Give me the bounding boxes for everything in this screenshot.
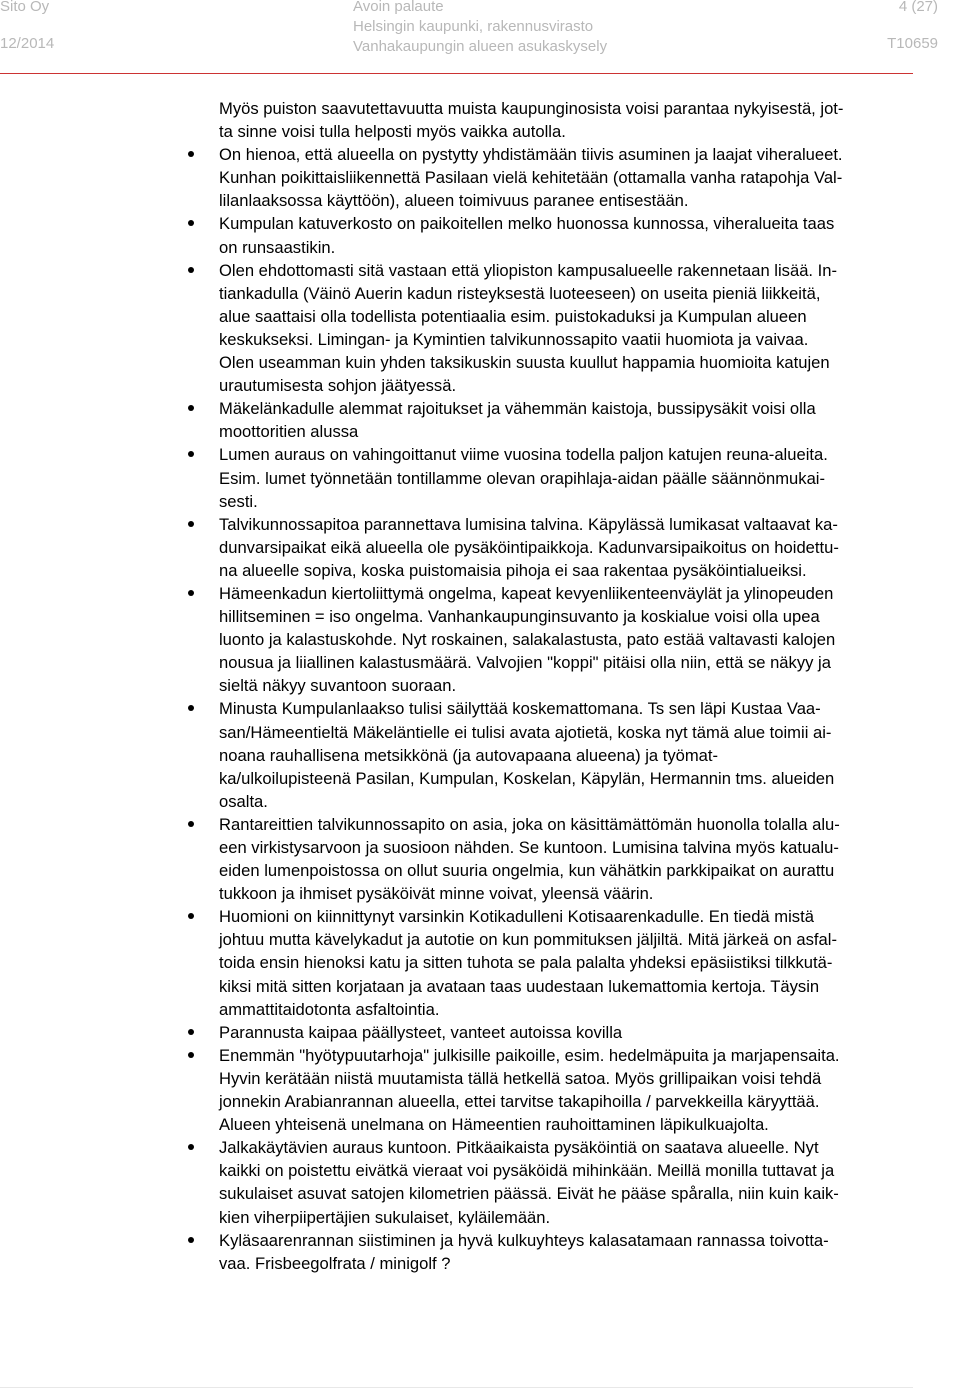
text-line: Kyläsaarenrannan siistiminen ja hyvä kulkuyhteys kalasatamaan rannassa toivotta- xyxy=(219,1230,829,1250)
header-divider xyxy=(0,73,913,74)
company-name: Sito Oy xyxy=(0,0,50,15)
text-line: luonto ja kalastuskohde. Nyt roskainen, salakalastusta, pato estää valtavasti kalojen xyxy=(219,630,836,650)
text-line: Hyvin kerätään niistä muutamista tällä hetkellä satoa. Myös grillipaikan voisi tehdä xyxy=(219,1068,822,1088)
feedback-item xyxy=(219,1021,952,1044)
text-line: Parannusta kaipaa päällysteet, vanteet autoissa kovilla xyxy=(219,1022,623,1042)
project-code: T10659 xyxy=(887,35,938,52)
text-line: tukkoon ja ihmiset pysäköivät minne voivat, yleensä väärin. xyxy=(219,884,654,904)
text-line: sesti. xyxy=(219,491,258,511)
text-line: ta sinne voisi tulla helposti myös vaikka autolla. xyxy=(219,122,566,142)
text-line: Hämeenkadun kiertoliittymä ongelma, kapeat kevyenliikenteenväylät ja ylinopeuden xyxy=(219,583,834,603)
text-line: keskukseksi. Limingan- ja Kymintien talvikunnossapito vaatii huomiota ja vaivaa. xyxy=(219,329,809,349)
text-line: Olen useamman kuin yhden taksikuskin suusta kuullut happamia huomioita katujen xyxy=(219,353,830,373)
text-line: sukulaiset asuvat satojen kilometrien päässä. Eivät he pääse spåralla, niin kuin kaik- xyxy=(219,1184,839,1204)
text-line: osalta. xyxy=(219,791,268,811)
intro-paragraph xyxy=(219,97,952,143)
feedback-item xyxy=(219,582,952,697)
text-line: sieltä näkyy suvantoon suoraan. xyxy=(219,676,457,696)
text-line: Kumpulan katuverkosto on paikoitellen melko huonossa kunnossa, viheralueita taas xyxy=(219,214,835,234)
text-line: ammattitaidotonta asfaltointia. xyxy=(219,999,440,1019)
page-header xyxy=(0,0,960,76)
text-line: Alueen yhteisenä unelmana on Hämeentien rauhoittaminen läpikulkuajolta. xyxy=(219,1115,769,1135)
client-name: Helsingin kaupunki, rakennusvirasto xyxy=(353,18,594,35)
text-line: vaa. Frisbeegolfrata / minigolf ? xyxy=(219,1253,451,1273)
feedback-item xyxy=(219,697,952,812)
feedback-item xyxy=(219,1044,952,1136)
text-line: Talvikunnossapitoa parannettava lumisina talvina. Käpylässä lumikasat valtaavat ka- xyxy=(219,514,838,534)
text-line: eiden lumenpoistossa on ollut suuria ongelmia, kun vähätkin parkkipaikat on aurattu xyxy=(219,861,835,881)
text-line: alue saattaisi olla todellista potentiaalia esim. puistokaduksi ja Kumpulan alueen xyxy=(219,306,807,326)
text-line: tiankadulla (Väinö Auerin kadun risteyksestä luoteeseen) on useita pieniä liikkeitä, xyxy=(219,283,821,303)
text-line: san/Hämeentieltä Mäkeläntielle ei tulisi avata ajotietä, koska nyt tämä alue toimii ai- xyxy=(219,722,832,742)
text-line: Rantareittien talvikunnossapito on asia, joka on käsittämättömän huonolla tolalla alu- xyxy=(219,814,840,834)
text-line: moottoritien alussa xyxy=(219,422,359,442)
text-line: noana rauhallisena metsikkönä (ja autovapaana alueena) ja työmat- xyxy=(219,745,719,765)
text-line: jonnekin Arabianrannan alueella, ettei tarvitse takapihoilla / parvekkeilla käryyttää. xyxy=(219,1092,820,1112)
feedback-item xyxy=(219,259,952,398)
text-line: Minusta Kumpulanlaakso tulisi säilyttää koskemattomana. Ts sen läpi Kustaa Vaa- xyxy=(219,699,821,719)
text-line: on runsaastikin. xyxy=(219,237,336,257)
text-line: een virkistysarvoon ja suosioon nähden. Se kuntoon. Lumisina talvina myös katualu- xyxy=(219,838,839,857)
text-line: kien viherpiipertäjien sukulaiset, kyläilemään. xyxy=(219,1207,551,1227)
feedback-item xyxy=(219,813,952,905)
text-line: urautumisesta sohjon jäätyessä. xyxy=(219,376,457,396)
text-line: lilanlaaksossa käyttöön), alueen toimivuus paranee entisestään. xyxy=(219,191,689,211)
feedback-list xyxy=(219,143,952,1275)
text-line: Jalkakäytävien auraus kuntoon. Pitkäaikaista pysäköintiä on saatava alueelle. Nyt xyxy=(219,1138,819,1158)
feedback-item xyxy=(219,905,952,1020)
survey-title: Vanhakaupungin alueen asukaskysely xyxy=(353,38,608,55)
text-line: Olen ehdottomasti sitä vastaan että yliopiston kampusalueelle rakennetaan lisää. In- xyxy=(219,260,838,280)
text-line: toida ensin hienoksi katu ja sitten tuhota se pala palalta yhdeksi epäsiistiksi tilkkutä- xyxy=(219,953,833,973)
text-line: Mäkelänkadulle alemmat rajoitukset ja vähemmän kaistoja, bussipysäkit voisi olla xyxy=(219,399,816,419)
text-line: nousua ja liiallinen kalastusmäärä. Valvojien "koppi" pitäisi olla niin, että se näkyy ja xyxy=(219,653,831,673)
text-line: na alueelle sopiva, koska puistomaisia pihoja ei saa rakentaa pysäköintialueiksi. xyxy=(219,560,807,580)
text-line: Huomioni on kiinnittynyt varsinkin Kotikadulleni Kotisaarenkadulle. En tiedä mistä xyxy=(219,907,814,927)
text-line: On hienoa, että alueella on pystytty yhdistämään tiivis asuminen ja laajat viheralueet. xyxy=(219,145,843,165)
text-line: dunvarsipaikat eikä alueella ole pysäköintipaikkoja. Kadunvarsipaikoitus on hoidettu- xyxy=(219,537,839,557)
feedback-item xyxy=(219,443,952,512)
text-line: Kunhan poikittaisliikennettä Pasilaan vielä kehitetään (ottamalla vanha ratapohja Val- xyxy=(219,168,843,188)
text-line: Esim. lumet työnnetään tontillamme olevan orapihlaja-aidan päälle säännönmukai- xyxy=(219,468,826,488)
text-line: Myös puiston saavutettavuutta muista kaupunginosista voisi parantaa nykyisestä, jot- xyxy=(219,99,844,118)
feedback-item xyxy=(219,1136,952,1228)
feedback-item xyxy=(219,513,952,582)
text-line: hillitseminen = iso ongelma. Vanhankaupunginsuvanto ja koskialue voisi olla upea xyxy=(219,607,820,627)
text-line: johtuu mutta kävelykadut ja autotie on kun pommituksen jäljiltä. Mitä järkeä on asfal- xyxy=(219,930,837,950)
footer-divider xyxy=(0,1387,913,1388)
feedback-item xyxy=(219,1229,952,1275)
header-center-block xyxy=(353,0,607,58)
document-type: Avoin palaute xyxy=(353,0,444,15)
report-date: 12/2014 xyxy=(0,35,55,52)
feedback-item xyxy=(219,397,952,443)
text-line: Enemmän "hyötypuutarhoja" julkisille paikoille, esim. hedelmäpuita ja marjapensaita. xyxy=(219,1045,840,1065)
feedback-content xyxy=(219,97,952,1275)
text-line: kaikki on poistettu eivätkä vieraat voi pysäköidä mihinkään. Meillä monilla tuttavat ja xyxy=(219,1161,835,1181)
text-line: Lumen auraus on vahingoittanut viime vuosina todella paljon katujen reuna-alueita. xyxy=(219,445,828,465)
text-line: kiksi mitä sitten korjataan ja avataan taas uudestaan lukemattomia kertoja. Täysin xyxy=(219,976,820,996)
feedback-item xyxy=(219,143,952,212)
feedback-item xyxy=(219,212,952,258)
page-number: 4 (27) xyxy=(898,0,938,15)
text-line: ka/ulkoilupisteenä Pasilan, Kumpulan, Koskelan, Käpylän, Hermannin tms. alueiden xyxy=(219,768,835,788)
